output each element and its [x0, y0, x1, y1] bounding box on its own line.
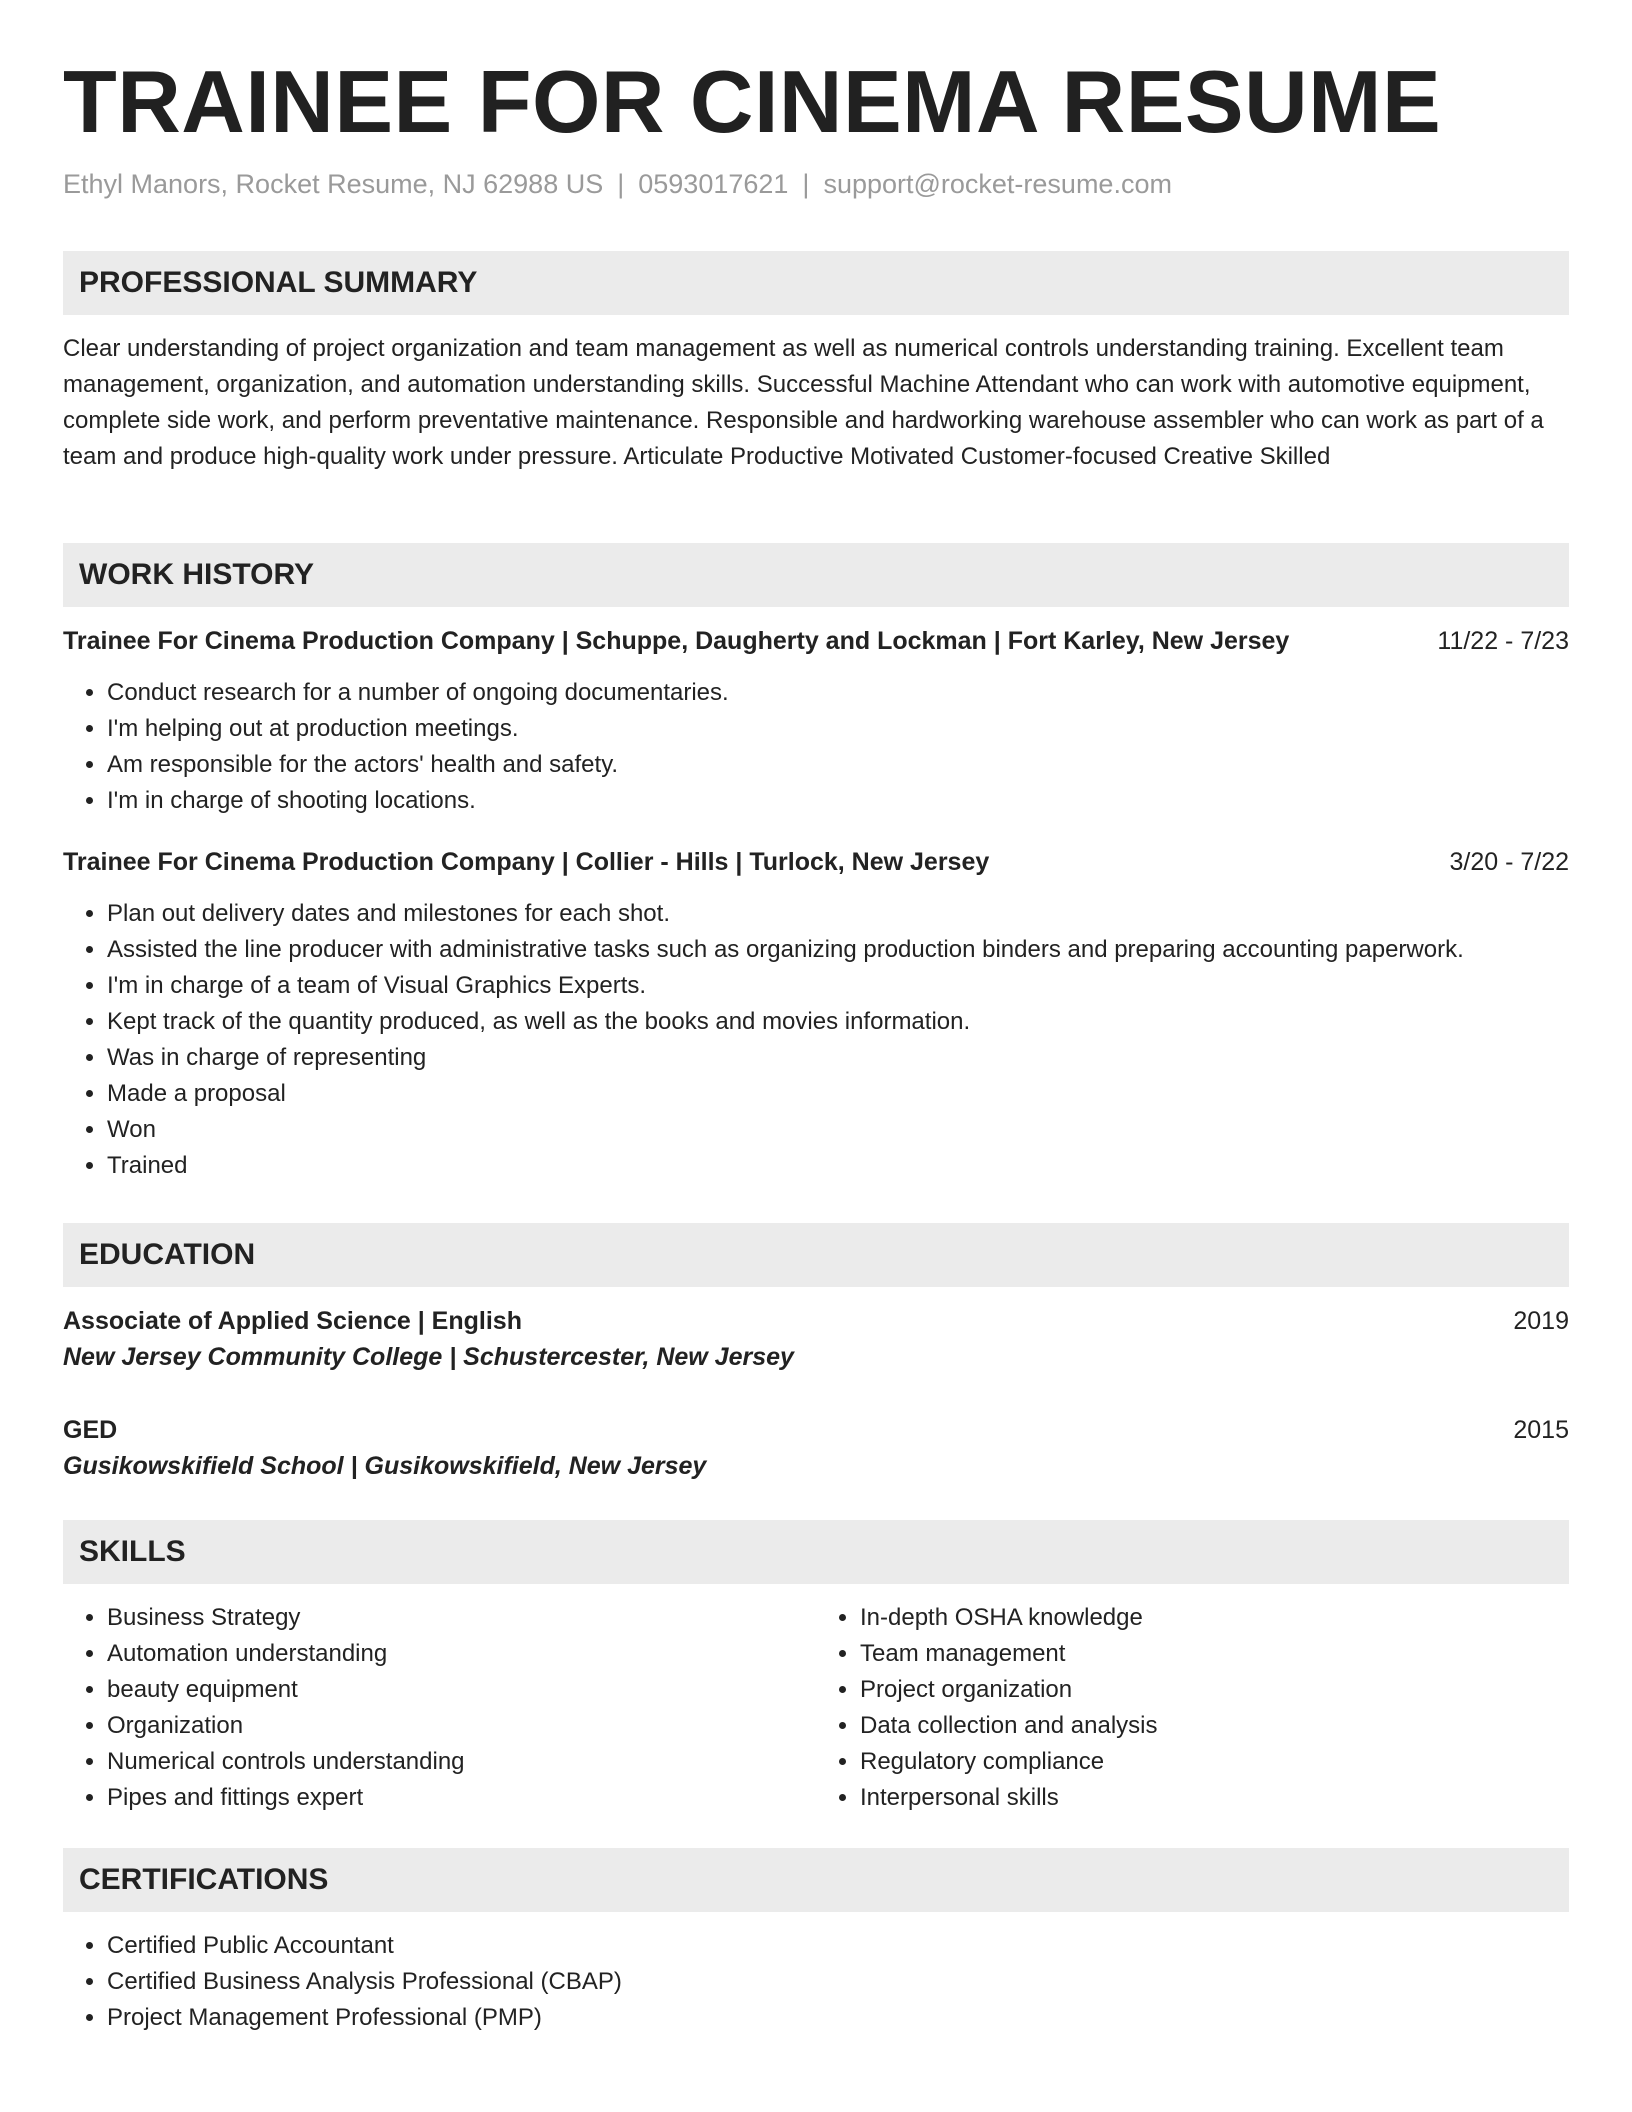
skill-item: • Team management — [860, 1636, 1569, 1672]
skills-list-left — [63, 1600, 816, 1816]
job-entry — [63, 844, 1569, 1184]
education-header — [63, 1412, 1569, 1448]
skills-list-right — [816, 1600, 1569, 1816]
certifications-heading: CERTIFICATIONS — [63, 1848, 1569, 1912]
work-history-heading: WORK HISTORY — [63, 543, 1569, 607]
certifications-list — [63, 1928, 1569, 2036]
job-bullets — [63, 896, 1569, 1184]
job-bullet: • I'm in charge of shooting locations. — [107, 783, 1569, 819]
job-bullet: • I'm helping out at production meetings. — [107, 711, 1569, 747]
skill-item: • Project organization — [860, 1672, 1569, 1708]
job-bullet: • Plan out delivery dates and milestones for each shot. — [107, 896, 1569, 932]
job-bullet: • I'm in charge of a team of Visual Graphics Experts. — [107, 968, 1569, 1004]
education-degree: Associate of Applied Science | English — [63, 1307, 522, 1335]
skill-item: • Regulatory compliance — [860, 1744, 1569, 1780]
skill-item: • Numerical controls understanding — [107, 1744, 816, 1780]
education-entry — [63, 1412, 1569, 1484]
education-school: Gusikowskifield School | Gusikowskifield, New Jersey — [63, 1452, 707, 1480]
job-bullet: • Conduct research for a number of ongoing documentaries. — [107, 675, 1569, 711]
education-degree: GED — [63, 1416, 118, 1444]
job-header — [63, 623, 1569, 659]
job-bullet: • Won — [107, 1112, 1569, 1148]
job-bullet: • Kept track of the quantity produced, as well as the books and movies information. — [107, 1004, 1569, 1040]
job-bullets — [63, 675, 1569, 819]
job-title: Trainee For Cinema Production Company | Collier - Hills | Turlock, New Jersey — [63, 848, 990, 876]
work-history-section — [63, 543, 1569, 1184]
education-school: New Jersey Community College | Schustercester, New Jersey — [63, 1343, 794, 1371]
education-entry — [63, 1303, 1569, 1375]
certification-item: • Certified Public Accountant — [107, 1928, 1569, 1964]
education-header — [63, 1303, 1569, 1339]
skill-item: • Business Strategy — [107, 1600, 816, 1636]
summary-text: Clear understanding of project organization and team management as well as numerical controls understanding training. Excellent team management, organization, and automation understanding skills. Successful Machine Attendant who can work with automotive equipment, complete side work, and perform preventative maintenance. Responsible and hardworking warehouse assembler who can work as part of a team and produce high-quality work under pressure. Articulate Productive Motivated Customer-focused Creative Skilled — [63, 335, 1544, 470]
skill-item: • In-depth OSHA knowledge — [860, 1600, 1569, 1636]
summary-heading: PROFESSIONAL SUMMARY — [63, 251, 1569, 315]
skill-item: • Data collection and analysis — [860, 1708, 1569, 1744]
skills-section — [63, 1520, 1569, 1816]
resume-title: TRAINEE FOR CINEMA RESUME — [63, 52, 1442, 151]
contact-line — [63, 166, 1569, 202]
job-bullet: • Assisted the line producer with administrative tasks such as organizing production binders and preparing accounting paperwork. — [107, 932, 1569, 968]
education-section — [63, 1223, 1569, 1484]
contact-phone: 0593017621 — [638, 169, 789, 199]
certification-item: • Certified Business Analysis Professional (CBAP) — [107, 1964, 1569, 2000]
job-dates: 11/22 - 7/23 — [1437, 627, 1569, 655]
contact-separator: | — [802, 169, 810, 199]
certification-item: • Project Management Professional (PMP) — [107, 2000, 1569, 2036]
contact-email: support@rocket-resume.com — [823, 169, 1172, 199]
contact-address: Ethyl Manors, Rocket Resume, NJ 62988 US — [63, 169, 604, 199]
education-heading: EDUCATION — [63, 1223, 1569, 1287]
skill-item: • Interpersonal skills — [860, 1780, 1569, 1816]
job-dates: 3/20 - 7/22 — [1449, 848, 1569, 876]
certifications-section — [63, 1848, 1569, 2036]
summary-section — [63, 251, 1569, 475]
education-year: 2019 — [1513, 1307, 1569, 1335]
contact-separator: | — [617, 169, 625, 199]
education-year: 2015 — [1513, 1416, 1569, 1444]
skill-item: • Automation understanding — [107, 1636, 816, 1672]
job-bullet: • Trained — [107, 1148, 1569, 1184]
skill-item: • beauty equipment — [107, 1672, 816, 1708]
job-entry — [63, 623, 1569, 819]
skill-item: • Pipes and fittings expert — [107, 1780, 816, 1816]
job-header — [63, 844, 1569, 880]
skill-item: • Organization — [107, 1708, 816, 1744]
job-bullet: • Made a proposal — [107, 1076, 1569, 1112]
skills-heading: SKILLS — [63, 1520, 1569, 1584]
job-bullet: • Am responsible for the actors' health and safety. — [107, 747, 1569, 783]
job-title: Trainee For Cinema Production Company | Schuppe, Daugherty and Lockman | Fort Karley, New Jersey — [63, 627, 1290, 655]
skills-columns — [63, 1600, 1569, 1816]
job-bullet: • Was in charge of representing — [107, 1040, 1569, 1076]
